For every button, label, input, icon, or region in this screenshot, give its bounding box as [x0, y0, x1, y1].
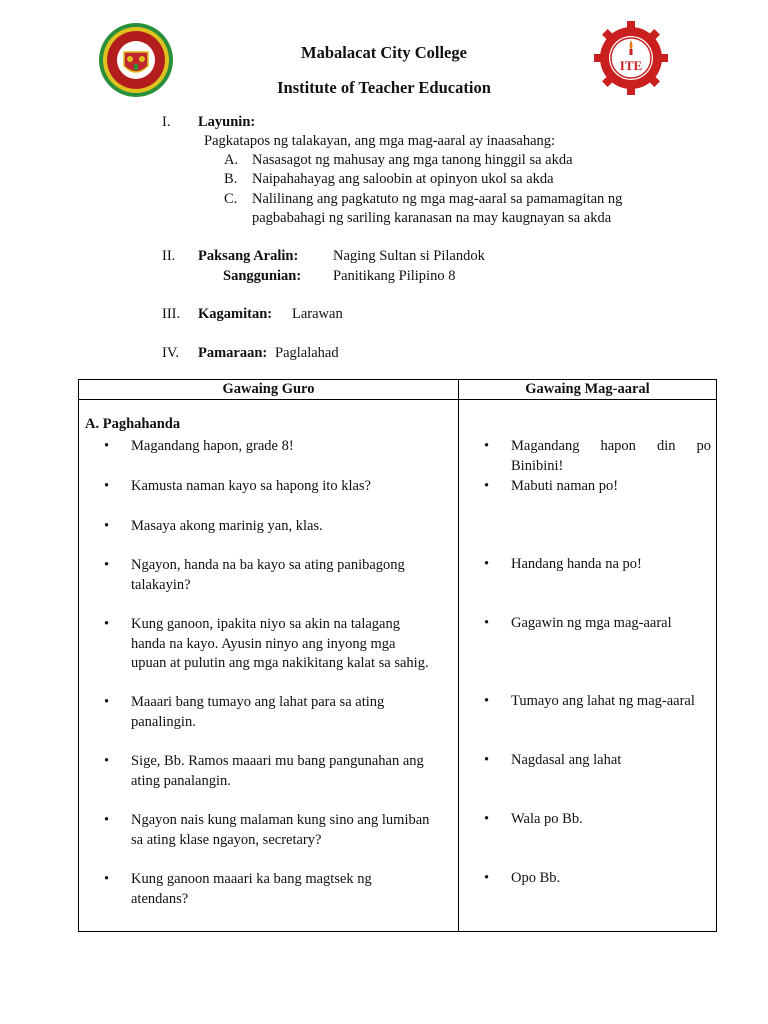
section-2-number: II. — [162, 248, 176, 264]
section-4-label: Pamaraan: — [198, 345, 268, 361]
college-title: Mabalacat City College — [301, 43, 467, 62]
procedure-value: Paglalahad — [275, 345, 339, 361]
objective-a-letter: A. — [224, 152, 239, 168]
student-activities-cell: • Magandang hapon din po Binibini! • Mabuti naman po! • Handang handa na po! • Gagawin ng mga mag-aaral • Tumayo ang lahat ng mag-aaral • Nagdasal ang lahat • Wala po Bb. • Opo Bb. — [459, 400, 717, 932]
objectives-intro: Pagkatapos ng talakayan, ang mga mag-aaral ay inaasahang: — [204, 133, 556, 149]
objective-b-letter: B. — [224, 171, 238, 187]
section-3-label: Kagamitan: — [198, 306, 273, 322]
objective-a-text: Nasasagot ng mahusay ang mga tanong hinggil sa akda — [252, 152, 573, 168]
teacher-activities-cell: A. Paghahanda • Magandang hapon, grade 8! • Kamusta naman kayo sa hapong ito klas? • Masaya akong marinig yan, klas. • Ngayon, handa na ba kayo sa ating panibagong talakayin? • Kung ganoon, ipakita niyo sa akin na talagang handa na kayo. Ayusin ninyo ang inyong mga upuan at pulutin ang mga nakikitang kalat sa sahig. • Maaari bang tumayo ang lahat para sa ating panalingin. • Sige, Bb. Ramos maaari mu bang pangunahan ang ating panalangin. • Ngayon nais kung malaman kung sino ang lumiban sa ating klase ngayon, secretary? • Kung ganoon maaari ka bang magtsek ng atendans? — [79, 400, 459, 932]
section-a-heading: A. Paghahanda — [85, 416, 181, 432]
reference-value: Panitikang Pilipino 8 — [333, 268, 456, 284]
topic-value: Naging Sultan si Pilandok — [333, 248, 485, 264]
objective-c-continuation: pagbabahagi ng sariling karanasan na may kaugnayan sa akda — [252, 210, 612, 226]
section-3-number: III. — [162, 306, 181, 322]
activity-table — [78, 379, 717, 932]
reference-label: Sanggunian: — [223, 268, 302, 284]
section-2-label: Paksang Aralin: — [198, 248, 299, 264]
ite-lettering: ITE — [619, 58, 643, 73]
materials-value: Larawan — [292, 306, 343, 322]
student-column-header: Gawaing Mag-aaral — [459, 380, 717, 400]
objective-c-text: Nalilinang ang pagkatuto ng mga mag-aaral sa pamamagitan ng — [252, 191, 623, 207]
section-1-number: I. — [162, 114, 171, 130]
institute-title: Institute of Teacher Education — [277, 78, 491, 97]
objective-c-letter: C. — [224, 191, 238, 207]
teacher-column-header: Gawaing Guro — [79, 380, 459, 400]
section-4-number: IV. — [162, 345, 180, 361]
objective-b-text: Naipahahayag ang saloobin at opinyon ukol sa akda — [252, 171, 554, 187]
section-1-label: Layunin: — [198, 114, 256, 130]
